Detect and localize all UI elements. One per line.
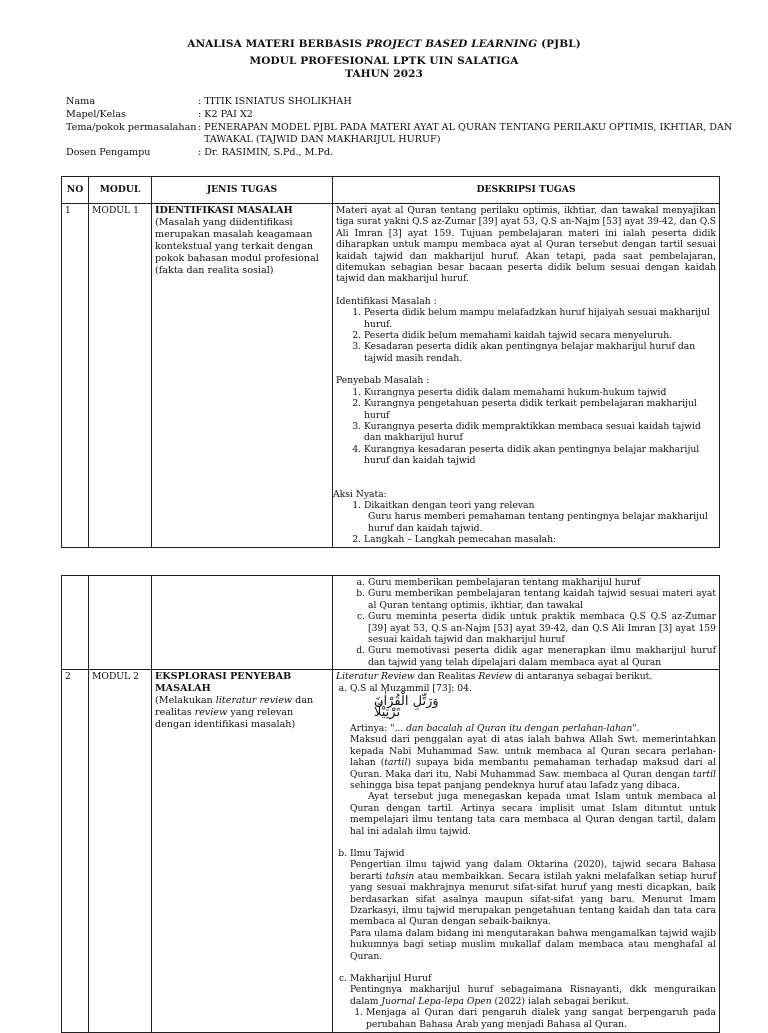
artinya: Artinya: "... dan bacalah al Quran itu dengan perlahan-lahan". — [350, 722, 640, 734]
task-table-page-2 — [61, 575, 720, 1033]
header-no: NO — [62, 177, 89, 204]
doc-title-line-3: TAHUN 2023 — [345, 68, 423, 80]
list-item: 2. Kurangnya pengetahuan peserta didik terkait pembelajaran makharijul huruf — [364, 398, 716, 421]
meta-label: Nama — [66, 96, 95, 107]
list-item: 1. Peserta didik belum mampu melafadzkan huruf hijaiyah sesuai makharijul huruf. — [364, 307, 716, 330]
penyebab-list — [336, 387, 716, 467]
item-a-title: a. Q.S al Muzammil [73]: 04. — [350, 682, 472, 694]
jenis-desc: (Masalah yang diidentifikasi merupakan masalah keagamaan kontekstual yang terkait dengan pokok bahasan modul profesional (fakta dan realita sosial) — [155, 217, 319, 276]
aksi-1-desc: Guru harus memberi pemahaman tentang pentingnya belajar makharijul huruf dan kaidah tajwid. — [368, 511, 708, 534]
list-item — [350, 683, 716, 848]
meta-value: : PENERAPAN MODEL PJBL PADA MATERI AYAT AL QURAN TENTANG PERILAKU OPTIMIS, IKHTIAR, DAN — [198, 122, 733, 133]
cell-deskripsi — [333, 670, 720, 1033]
list-item — [350, 848, 716, 973]
penyebab-title: Penyebab Masalah : — [336, 375, 430, 387]
item-b-paragraph-2: Para ulama dalam bidang ini mengutarakan bahwa mengamalkan tajwid wajib hukumnya bagi setiap muslim mukallaf dalam membaca atau menghafal al Quran. — [350, 927, 716, 962]
jenis-title: IDENTIFIKASI MASALAH — [155, 205, 293, 216]
literatur-intro: Literatur Review dan Realitas Review di antaranya sebagai berikut. — [336, 671, 653, 683]
meta-label: Mapel/Kelas — [66, 109, 126, 120]
meta-value: : K2 PAI X2 — [198, 109, 253, 120]
list-item: 1. Dikaitkan dengan teori yang relevan Guru harus memberi pemahaman tentang pentingnya belajar makharijul huruf dan kaidah tajwid. — [364, 500, 716, 534]
header-modul: MODUL — [89, 177, 152, 204]
aksi-list — [336, 500, 716, 546]
header-deskripsi-tugas: DESKRIPSI TUGAS — [333, 177, 720, 204]
header-jenis-tugas: JENIS TUGAS — [152, 177, 333, 204]
literatur-list — [336, 683, 716, 1030]
makharij-list — [350, 1007, 716, 1030]
jenis-title: EKSPLORASI PENYEBAB MASALAH — [155, 671, 292, 695]
cell-jenis — [152, 670, 333, 1033]
list-item: 2. Peserta didik belum memahami kaidah tajwid secara menyeluruh. — [364, 330, 716, 341]
cell-no: 1 — [62, 204, 89, 548]
aksi-title: Aksi Nyata: — [333, 488, 387, 500]
list-item: a. Guru memberikan pembelajaran tentang makharijul huruf — [368, 577, 716, 588]
identifikasi-title: Identifikasi Masalah : — [336, 295, 437, 307]
cell-jenis — [152, 204, 333, 548]
meta-value: : Dr. RASIMIN, S.Pd., M.Pd. — [198, 147, 334, 158]
item-c-title: c. Makharijul Huruf — [350, 973, 432, 984]
meta-value: : TITIK ISNIATUS SHOLIKHAH — [198, 96, 352, 107]
cell-deskripsi — [333, 204, 720, 548]
list-item: 1. Menjaga al Quran dari pengaruh dialek yang sangat berpengaruh pada perubahan Bahasa Arab yang menjadi Bahasa al Quran. — [366, 1007, 716, 1030]
jenis-desc: (Melakukan literatur review dan realitas review yang relevan dengan identifikasi masalah) — [155, 695, 314, 731]
item-b-title: b. Ilmu Tajwid — [350, 847, 405, 859]
list-item: c. Guru meminta peserta didik untuk praktik membaca Q.S Q.S az-Zumar [39] ayat 53, Q.S an-Najm [53] ayat 39-42, dan Q.S Ali Imran [3] ayat 159 sesuai kaidah tajwid dan makharijul huruf — [368, 611, 716, 645]
meta-label: Dosen Pengampu — [66, 147, 151, 158]
identifikasi-list — [336, 307, 716, 364]
meta-label: Tema/pokok permasalahan — [66, 122, 197, 133]
intro-paragraph: Materi ayat al Quran tentang perilaku optimis, ikhtiar, dan tawakal menyajikan tiga surat yakni Q.S az-Zumar [39] ayat 53, Q.S an-Najm [53] ayat 39-42, dan Q.S Ali Imran [3] ayat 159. Tujuan pembelajaran materi ini ialah peserta didik diharapkan untuk mampu membaca ayat al Quran tersebut dengan tartil sesuai kaidah tajwid dan makharijul huruf. Akan tetapi, pada saat pembelajaran, ditemukan sebagian besar bacaan peserta didik belum sesuai dengan kaidah tajwid dan makharijul huruf. — [336, 205, 716, 285]
cell-no: 2 — [62, 670, 89, 1033]
arabic-verse: وَرَتِّلِ الْقُرْاٰنَ تَرْتِيْلًا — [374, 694, 439, 721]
item-b-paragraph-1: Pengertian ilmu tajwid yang dalam Oktarina (2020), tajwid secara Bahasa berarti tahsin atau membaikkan. Secara istilah yakni melafalkan setiap huruf yang sesuai makhrajnya menurut sifat-sifat huruf yang mesti dicapkan, baik berdasarkan sifat asalnya maupun sifat-sifat yang baru. Menurut Imam Dzarkasyi, ilmu tajwid merupakan pengetahuan tentang kaidah dan tata cara membaca al Quran dengan sebaik-baiknya. — [350, 859, 716, 928]
list-item — [350, 973, 716, 1030]
doc-title-line-1: ANALISA MATERI BERBASIS PROJECT BASED LEARNING (PJBL) — [187, 38, 581, 50]
item-a-paragraph-1: Maksud dari penggalan ayat di atas ialah bahwa Allah Swt. memerintahkan kepada Nabi Muhammad Saw. untuk membaca al Quran secara perlahan-lahan (tartil) supaya bida membantu pemahaman terhadap maksud dari al Quran. Maka dari itu, Nabi Muhammad Saw. membaca al Quran dengan tartil sehingga bisa tepat panjang pendeknya huruf atau lafadz yang dibaca. — [350, 734, 716, 791]
cell-deskripsi-cont — [333, 576, 720, 670]
doc-title-line-2: MODUL PROFESIONAL LPTK UIN SALATIGA — [249, 55, 519, 67]
list-item: b. Guru memberikan pembelajaran tentang kaidah tajwid sesuai materi ayat al Quran tentang optimis, ikhtiar, dan tawakal — [368, 588, 716, 611]
langkah-list — [336, 577, 716, 668]
list-item: 3. Kurangnya peserta didik mempraktikkan membaca sesuai kaidah tajwid dan makharijul huruf — [364, 421, 716, 444]
item-a-paragraph-2: Ayat tersebut juga menegaskan kepada umat Islam untuk membaca al Quran dengan tartil. Artinya secara implisit umat Islam dituntut untuk mempelajari ilmu tentang tata cara membaca al Quran dengan tartil, dalam hal ini adalah ilmu tajwid. — [350, 791, 716, 837]
cell-modul: MODUL 1 — [89, 204, 152, 548]
list-item: 4. Kurangnya kesadaran peserta didik akan pentingnya belajar makharijul huruf dan kaidah tajwid — [364, 444, 716, 467]
table-row — [62, 670, 720, 1033]
task-table-page-1 — [61, 176, 720, 548]
table-row-continued — [62, 576, 720, 670]
list-item: 3. Kesadaran peserta didik akan pentingnya belajar makharijul huruf dan tajwid masih rendah. — [364, 341, 716, 364]
table-row — [62, 204, 720, 548]
meta-value: TAWAKAL (TAJWID DAN MAKHARIJUL HURUF) — [204, 134, 441, 145]
list-item: d. Guru memotivasi peserta didik agar menerapkan ilmu makharijul huruf dan tajwid yang telah dipelajari dalam membaca ayat al Quran — [368, 645, 716, 668]
list-item: 1. Kurangnya peserta didik dalam memahami hukum-hukum tajwid — [364, 387, 716, 398]
list-item: 2. Langkah – Langkah pemecahan masalah: — [364, 534, 716, 545]
item-c-paragraph-1: Pentingnya makharijul huruf sebagaimana Risnayanti, dkk menguraikan dalam Juornal Lepa-lepa Open (2022) ialah sebagai berikut. — [350, 984, 716, 1007]
cell-modul: MODUL 2 — [89, 670, 152, 1033]
table-header-row — [62, 177, 720, 204]
